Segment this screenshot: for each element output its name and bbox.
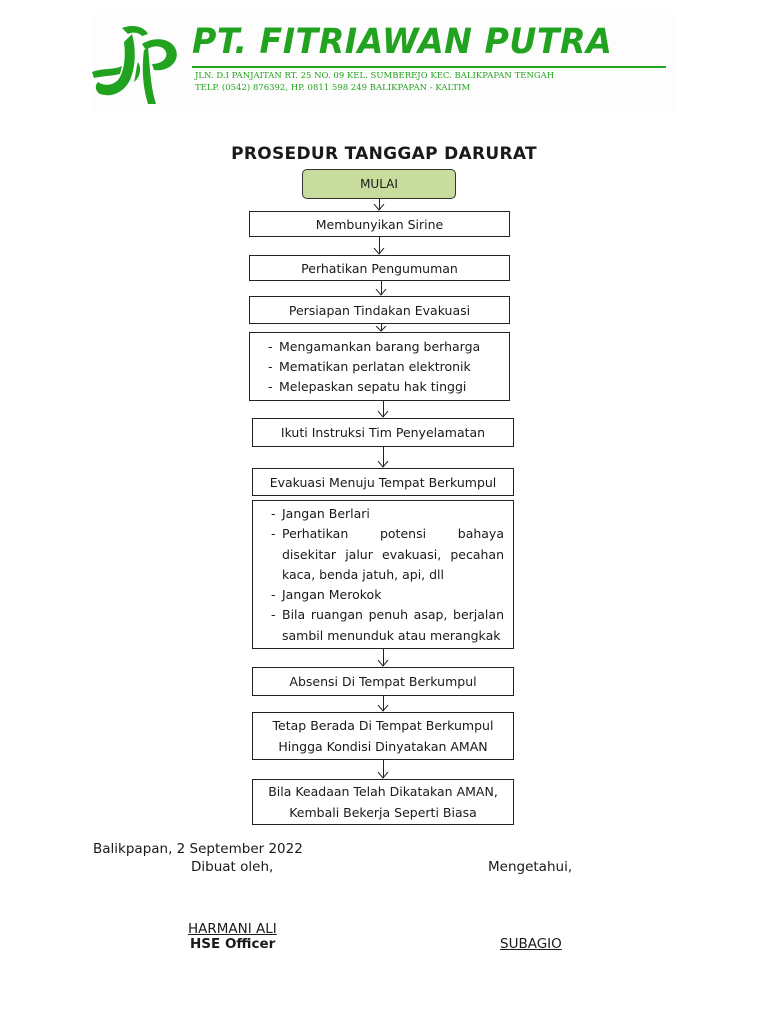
flow-step-label-line1: Tetap Berada Di Tempat Berkumpul [272, 718, 494, 733]
flow-step-tetap-berkumpul [252, 712, 514, 760]
flow-step-label-line1: Bila Keadaan Telah Dikatakan AMAN, [268, 784, 498, 799]
flow-step-kembali-bekerja [252, 779, 514, 825]
flow-step-sirine [249, 211, 510, 237]
flow-step-label: Absensi Di Tempat Berkumpul [289, 674, 477, 689]
arrow-down-icon [373, 199, 385, 211]
document-title: PROSEDUR TANGGAP DARURAT [231, 144, 537, 164]
maker-name: HARMANI ALI [188, 921, 277, 937]
rule-item: - Perhatikan potensi bahaya disekitar jalur evakuasi, pecahan kaca, benda jatuh, api, dll [271, 524, 504, 585]
flow-start [302, 169, 456, 199]
known-by-label: Mengetahui, [488, 859, 573, 875]
flow-start-label: MULAI [360, 176, 398, 191]
arrow-down-icon [373, 237, 385, 255]
arrow-down-icon [377, 760, 389, 779]
approver-name: SUBAGIO [500, 936, 562, 952]
arrow-down-icon [377, 401, 389, 418]
flow-step-label: Evakuasi Menuju Tempat Berkumpul [269, 474, 497, 490]
flow-step-checklist [249, 332, 510, 401]
flow-step-absensi [252, 667, 514, 696]
arrow-down-icon [377, 649, 389, 667]
place-date: Balikpapan, 2 September 2022 [93, 841, 303, 857]
flow-step-evakuasi [252, 468, 514, 496]
checklist-item: - Melepaskan sepatu hak tinggi [268, 377, 503, 397]
flow-step-label: Ikuti Instruksi Tim Penyelamatan [280, 425, 486, 440]
arrow-down-icon [377, 447, 389, 468]
company-address: JLN. D.I PANJAITAN RT. 25 NO. 09 KEL. SUMBEREJO KEC. BALIKPAPAN TENGAH [195, 71, 555, 81]
arrow-down-icon [375, 281, 387, 296]
flow-step-label: Persiapan Tindakan Evakuasi [288, 302, 471, 318]
arrow-down-icon [375, 324, 387, 332]
rule-item: - Bila ruangan penuh asap, berjalan sambil menunduk atau merangkak [271, 605, 504, 646]
rule-item: - Jangan Merokok [271, 585, 504, 605]
checklist-item: - Mematikan perlatan elektronik [268, 357, 503, 377]
letterhead [92, 14, 676, 112]
rule-item: - Jangan Berlari [271, 504, 504, 524]
flow-step-instruksi [252, 418, 514, 447]
letterhead-divider [192, 66, 666, 68]
company-logo-icon [92, 22, 184, 106]
company-name: PT. FITRIAWAN PUTRA [192, 22, 613, 62]
arrow-down-icon [377, 696, 389, 712]
maker-title: HSE Officer [190, 936, 276, 952]
made-by-label: Dibuat oleh, [191, 859, 274, 875]
flow-step-safety-rules [252, 500, 514, 649]
checklist-item: - Mengamankan barang berharga [268, 337, 503, 357]
flow-step-label-line2: Kembali Bekerja Seperti Biasa [289, 805, 477, 820]
flow-step-label-line2: Hingga Kondisi Dinyatakan AMAN [278, 739, 488, 754]
flow-step-label: Perhatikan Pengumuman [301, 260, 458, 276]
flow-step-label: Membunyikan Sirine [315, 216, 444, 232]
flow-step-persiapan [249, 296, 510, 324]
company-contact: TELP. (0542) 876392, HP. 0811 598 249 BALIKPAPAN - KALTIM [195, 83, 471, 93]
flow-step-pengumuman [249, 255, 510, 281]
